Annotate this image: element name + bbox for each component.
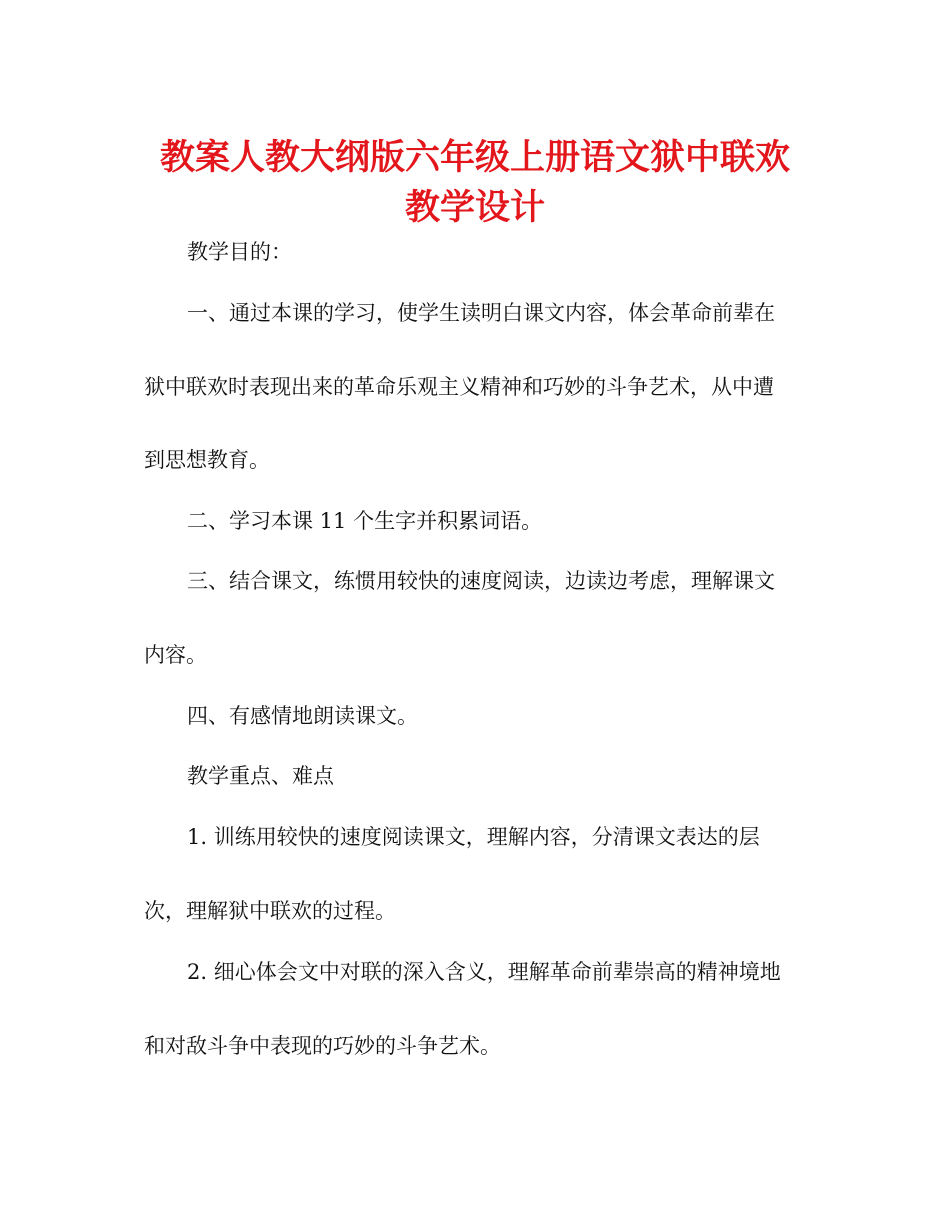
paragraph-line: 次，理解狱中联欢的过程。 <box>144 899 396 923</box>
paragraph-line: 1. 训练用较快的速度阅读课文，理解内容，分清课文表达的层 <box>187 825 760 849</box>
document-title-line-2: 教学设计 <box>404 188 545 228</box>
document-title-line-1: 教案人教大纲版六年级上册语文狱中联欢 <box>159 138 790 178</box>
paragraph-line: 四、有感情地朗读课文。 <box>187 704 418 728</box>
paragraph-line: 三、结合课文，练惯用较快的速度阅读，边读边考虑，理解课文 <box>187 569 775 593</box>
paragraph-line: 2. 细心体会文中对联的深入含义，理解革命前辈崇高的精神境地 <box>187 960 781 984</box>
paragraph-line: 二、学习本课 11 个生字并积累词语。 <box>187 509 543 533</box>
paragraph-line: 和对敌斗争中表现的巧妙的斗争艺术。 <box>144 1034 501 1058</box>
paragraph-line: 内容。 <box>144 643 207 667</box>
paragraph-line: 到思想教育。 <box>144 448 270 472</box>
section-heading-key-points: 教学重点、难点 <box>187 764 334 788</box>
paragraph-line: 一、通过本课的学习，使学生读明白课文内容，体会革命前辈在 <box>187 301 775 325</box>
section-heading-objectives: 教学目的： <box>187 240 292 264</box>
paragraph-line: 狱中联欢时表现出来的革命乐观主义精神和巧妙的斗争艺术，从中遭 <box>144 375 774 399</box>
